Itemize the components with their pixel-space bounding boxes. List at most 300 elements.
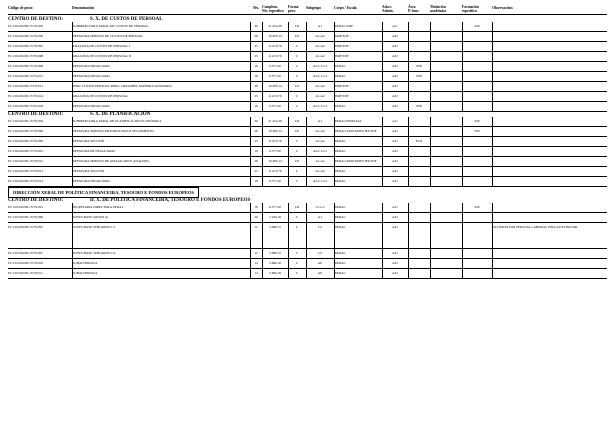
table-row xyxy=(8,126,607,136)
centro-destino-label: CENTRO DE DESTINO: xyxy=(8,111,64,117)
table-row xyxy=(8,71,607,81)
cell-forma: C xyxy=(288,258,306,268)
cell-codigo: PC.C05.00.000.15770.697 xyxy=(8,222,72,248)
cell-area xyxy=(408,222,430,248)
cell-forma: C xyxy=(288,268,306,278)
cell-codigo: PC.C05.00.000.15770.697 xyxy=(8,248,72,258)
header-complemento-line2: Niv. específico xyxy=(262,8,284,13)
cell-subgrupo: A1-A2 xyxy=(306,51,334,61)
header-titulacion-line1: Titulación xyxy=(430,5,446,9)
cell-observacions xyxy=(492,71,607,81)
cell-titulacion xyxy=(430,248,462,258)
cell-observacions xyxy=(492,146,607,156)
table-row xyxy=(8,117,607,127)
cell-titulacion xyxy=(430,136,462,146)
cell-forma: CE xyxy=(288,31,306,41)
cell-forma: C xyxy=(288,71,306,81)
cell-area xyxy=(408,91,430,101)
cell-titulacion xyxy=(430,176,462,186)
header-formacion-line1: Formación xyxy=(462,5,479,9)
cell-compl: 11.013,76 xyxy=(262,166,288,176)
cell-formacion xyxy=(462,41,492,51)
cell-area: PJB xyxy=(408,101,430,111)
header-forma-line2: prov. xyxy=(288,8,296,13)
cell-denominacion: XEFATURA DE NEGOCIADO xyxy=(72,146,250,156)
cell-formacion: 040 xyxy=(462,117,492,127)
cell-area xyxy=(408,31,430,41)
cell-niv: 14 xyxy=(250,258,262,268)
header-complemento-line1: Complem. xyxy=(262,5,278,9)
cell-formacion xyxy=(462,212,492,222)
cell-area xyxy=(408,212,430,222)
header-adscricion-line1: Adscr. xyxy=(382,5,392,9)
cell-corpo: XERAL xyxy=(334,203,382,213)
cell-observacions xyxy=(492,248,607,258)
header-subgrupo: Subgrupo xyxy=(306,6,322,10)
cell-adscr: A32 xyxy=(382,176,408,186)
cell-corpo: XERAL xyxy=(334,136,382,146)
cell-adscr: A32 xyxy=(382,222,408,248)
header-formacion-line2: específica xyxy=(462,8,477,13)
cell-observacions xyxy=(492,91,607,101)
cell-denominacion: XEFATURA NEGOCIADO xyxy=(72,71,250,81)
table-row xyxy=(8,156,607,166)
cell-titulacion xyxy=(430,71,462,81)
cell-observacions xyxy=(492,81,607,91)
cell-area xyxy=(408,166,430,176)
cell-niv: 28 xyxy=(250,156,262,166)
header-forma xyxy=(288,6,306,14)
centro-destino-name: S. X. DE CUSTOS DE PERSOAL xyxy=(90,16,163,22)
cell-codigo: PC.C04.00.000.15770.600 xyxy=(8,136,72,146)
cell-corpo: XERAL xyxy=(334,222,382,248)
cell-compl: 6.577,20 xyxy=(262,61,288,71)
cell-observacions xyxy=(492,156,607,166)
cell-niv: 18 xyxy=(250,146,262,156)
cell-subgrupo: A2-C1-C2 xyxy=(306,176,334,186)
cell-niv: 25 xyxy=(250,166,262,176)
cell-subgrupo: C2 xyxy=(306,248,334,258)
centro-destino-label: CENTRO DE DESTINO: xyxy=(8,197,64,203)
cell-formacion xyxy=(462,258,492,268)
table-row xyxy=(8,81,607,91)
table-row xyxy=(8,222,607,248)
cell-codigo: PC.C04.00.000.15770.601 xyxy=(8,146,72,156)
cell-observacions xyxy=(492,212,607,222)
cell-denominacion: XEFATURA SECCIÓN xyxy=(72,136,250,146)
cell-area xyxy=(408,81,430,91)
cell-adscr: A11 xyxy=(382,22,408,32)
cell-subgrupo: A2-C1-C2 xyxy=(306,146,334,156)
cell-observacions xyxy=(492,268,607,278)
cell-denominacion: SUBDIRECTORA XERAL DE CUSTOS DE PERSOAL xyxy=(72,22,250,32)
table-row xyxy=(8,31,607,41)
cell-compl: 6.577,20 xyxy=(262,176,288,186)
centro-destino-label: CENTRO DE DESTINO: xyxy=(8,16,64,22)
table-row xyxy=(8,166,607,176)
header-denominacion: Denominación xyxy=(72,6,95,10)
cell-codigo: PC.C05.00.000.15770.610 xyxy=(8,258,72,268)
cell-forma: C xyxy=(288,91,306,101)
cell-adscr: A32 xyxy=(382,51,408,61)
cell-niv: 20 xyxy=(250,212,262,222)
centro-destino-name: S. X. DE PLANIFICACIÓN xyxy=(90,111,151,117)
cell-titulacion xyxy=(430,268,462,278)
cell-subgrupo: A1-A2 xyxy=(306,41,334,51)
cell-adscr: A32 xyxy=(382,166,408,176)
cell-compl: 6.577,20 xyxy=(262,71,288,81)
cell-codigo: PC.C04.00.000.15770.612 xyxy=(8,71,72,81)
cell-subgrupo: A1-A2 xyxy=(306,156,334,166)
header-adscricion xyxy=(382,6,408,14)
cell-area xyxy=(408,117,430,127)
cell-denominacion: ANALISTA DE CUSTOS DE PERSOAL II xyxy=(72,51,250,61)
cell-niv: 18 xyxy=(250,71,262,81)
cell-observacions xyxy=(492,203,607,213)
cell-denominacion: ANALISTA DE CUSTOS DE PERSOAL xyxy=(72,91,250,101)
cell-forma: C xyxy=(288,61,306,71)
header-area-line1: Área xyxy=(408,5,416,9)
cell-codigo: PC.C04.00.000.15770.609 xyxy=(8,61,72,71)
cell-adscr: A32 xyxy=(382,41,408,51)
cell-formacion xyxy=(462,146,492,156)
cell-adscr: A32 xyxy=(382,248,408,258)
cell-forma: C xyxy=(288,166,306,176)
cell-compl: 11.013,76 xyxy=(262,51,288,61)
cell-forma: CE xyxy=(288,126,306,136)
table-row xyxy=(8,51,607,61)
cell-denominacion: POSTO BASE SUBGRUPO C2 xyxy=(72,248,250,258)
cell-denominacion: SUBDIRECTORA XERAL DE PLANIFICACIÓN ECONÓMICA xyxy=(72,117,250,127)
cell-niv: 12 xyxy=(250,222,262,248)
cell-denominacion: SUBALTERNO/A xyxy=(72,258,250,268)
cell-corpo: XERAL/XMS/XMFX HX/XSF xyxy=(334,156,382,166)
cell-codigo: PC.C04.00.000.15770.003 xyxy=(8,22,72,32)
cell-forma: C xyxy=(288,146,306,156)
cell-adscr: A32 xyxy=(382,101,408,111)
cell-niv: 18 xyxy=(250,203,262,213)
header-complemento xyxy=(262,6,288,14)
cell-observacions xyxy=(492,258,607,268)
cell-adscr: A32 xyxy=(382,156,408,166)
cell-denominacion: XEFATURA NEGOCIADO xyxy=(72,101,250,111)
cell-denominacion: SUBALTERNO/A xyxy=(72,268,250,278)
cell-formacion xyxy=(462,51,492,61)
cell-corpo: XERAL xyxy=(334,61,382,71)
cell-observacions xyxy=(492,51,607,61)
cell-formacion xyxy=(462,31,492,41)
cell-titulacion xyxy=(430,22,462,32)
cell-compl: 21.452,28 xyxy=(262,117,288,127)
table-header-row xyxy=(8,6,607,14)
cell-titulacion xyxy=(430,81,462,91)
cell-codigo: PC.C04.00.000.15770.613 xyxy=(8,166,72,176)
cell-titulacion xyxy=(430,166,462,176)
cell-compl: 16.383,14 xyxy=(262,156,288,166)
cell-niv: 18 xyxy=(250,101,262,111)
cell-codigo: PC.C04.00.000.15770.004 xyxy=(8,117,72,127)
cell-niv: 28 xyxy=(250,81,262,91)
cell-observacions xyxy=(492,22,607,32)
cell-denominacion: POSTO BASE SUBGRUPO C1 xyxy=(72,222,250,248)
cell-niv: 18 xyxy=(250,61,262,71)
cell-formacion xyxy=(462,222,492,248)
cell-codigo: PC.C05.00.000.15770.001 xyxy=(8,203,72,213)
header-formacion xyxy=(462,6,492,14)
cell-compl: 6.577,20 xyxy=(262,203,288,213)
cell-compl: 11.013,76 xyxy=(262,136,288,146)
cell-niv: 28 xyxy=(250,31,262,41)
cell-titulacion xyxy=(430,51,462,61)
cell-observacions xyxy=(492,41,607,51)
cell-corpo: XERAL xyxy=(334,212,382,222)
cell-area: PJB xyxy=(408,71,430,81)
table-row xyxy=(8,203,607,213)
cell-titulacion xyxy=(430,258,462,268)
cell-adscr: A32 xyxy=(382,81,408,91)
section-boxed-title-row xyxy=(8,186,607,198)
cell-area xyxy=(408,258,430,268)
cell-formacion xyxy=(462,268,492,278)
cell-area xyxy=(408,156,430,166)
cell-subgrupo: A1-A2 xyxy=(306,166,334,176)
cell-codigo: PC.C04.00.000.15770.614 xyxy=(8,176,72,186)
cell-observacions: OCUPADO POR PERSOAL LABORAL FIXO A EXTINGUIR. xyxy=(492,222,607,248)
cell-formacion: 040 xyxy=(462,22,492,32)
cell-denominacion: XEFATURA SERVIZO METODOLOXÍA E SEGUIMENTO xyxy=(72,126,250,136)
header-corpo-escala: Corpo / Escala xyxy=(334,6,357,10)
cell-forma: C xyxy=(288,248,306,258)
table-row xyxy=(8,61,607,71)
cell-forma: C xyxy=(288,51,306,61)
cell-titulacion xyxy=(430,212,462,222)
cell-observacions xyxy=(492,126,607,136)
cell-forma: LD xyxy=(288,22,306,32)
cell-observacions xyxy=(492,117,607,127)
cell-formacion xyxy=(462,248,492,258)
positions-table xyxy=(8,6,607,279)
cell-corpo: XMF/XSF xyxy=(334,51,382,61)
cell-observacions xyxy=(492,61,607,71)
cell-denominacion: XEFATURA NEGOCIADO xyxy=(72,176,250,186)
centro-destino-name: D. X. DE POLÍTICA FINANCEIRA, TESOURO E FONDOS EUROPEOS xyxy=(90,197,251,203)
header-area-line2: P. func. xyxy=(408,8,420,13)
cell-corpo: XERAL xyxy=(334,146,382,156)
cell-forma: CE xyxy=(288,156,306,166)
table-row xyxy=(8,136,607,146)
cell-subgrupo: A1-A2 xyxy=(306,126,334,136)
cell-formacion xyxy=(462,81,492,91)
cell-compl: 7.240,18 xyxy=(262,212,288,222)
cell-area xyxy=(408,41,430,51)
cell-forma: LD xyxy=(288,203,306,213)
cell-corpo: XERAL xyxy=(334,268,382,278)
cell-area xyxy=(408,268,430,278)
table-row xyxy=(8,146,607,156)
cell-subgrupo: A2-C1-C2 xyxy=(306,61,334,71)
header-titulacion-line2: académica xyxy=(430,8,447,13)
cell-forma: C xyxy=(288,212,306,222)
cell-formacion xyxy=(462,156,492,166)
cell-subgrupo: A1-A2 xyxy=(306,136,334,146)
cell-titulacion xyxy=(430,31,462,41)
cell-compl: 5.696,18 xyxy=(262,268,288,278)
cell-formacion: 506 xyxy=(462,126,492,136)
cell-denominacion: SERV. CUSTOS PERSOAL PROG. ORZAMEN. MATERIA SANITARIA xyxy=(72,81,250,91)
cell-adscr: A32 xyxy=(382,136,408,146)
cell-codigo: PC.C04.00.000.15770.697 xyxy=(8,41,72,51)
cell-codigo: PC.C04.00.000.15770.618 xyxy=(8,101,72,111)
cell-forma: C xyxy=(288,222,306,248)
table-row xyxy=(8,91,607,101)
cell-corpo: XERAL xyxy=(334,258,382,268)
cell-denominacion: ANALISTA DE CUSTOS DE PERSOAL I xyxy=(72,41,250,51)
cell-adscr: A32 xyxy=(382,71,408,81)
cell-observacions xyxy=(492,136,607,146)
table-row xyxy=(8,22,607,32)
cell-subgrupo: A1 xyxy=(306,212,334,222)
cell-formacion xyxy=(462,136,492,146)
cell-compl: 5.696,18 xyxy=(262,258,288,268)
rpt-sheet xyxy=(8,6,607,279)
cell-observacions xyxy=(492,166,607,176)
cell-denominacion: XEFATURA SECCIÓN xyxy=(72,166,250,176)
cell-codigo: PC.C04.00.000.15770.698 xyxy=(8,51,72,61)
cell-adscr: A32 xyxy=(382,91,408,101)
header-codigo: Código de posto xyxy=(8,6,33,10)
cell-compl: 5.989,72 xyxy=(262,248,288,258)
cell-niv: 30 xyxy=(250,117,262,127)
cell-corpo: XERAL/XOF xyxy=(334,22,382,32)
cell-denominacion: XEFATURA SERVIZO DE AVALIACIÓN E ANÁLISES xyxy=(72,156,250,166)
cell-formacion xyxy=(462,101,492,111)
cell-titulacion xyxy=(430,156,462,166)
table-row xyxy=(8,212,607,222)
cell-area xyxy=(408,248,430,258)
cell-compl: 6.577,20 xyxy=(262,146,288,156)
cell-adscr: A11 xyxy=(382,203,408,213)
cell-subgrupo: A1 xyxy=(306,22,334,32)
cell-denominacion: XEFATURA SERVIZO DE CUSTOS DE PERSOAL xyxy=(72,31,250,41)
cell-titulacion xyxy=(430,146,462,156)
cell-area: PJB xyxy=(408,61,430,71)
cell-titulacion xyxy=(430,203,462,213)
cell-codigo: PC.C05.00.000.15770.611 xyxy=(8,268,72,278)
cell-compl: 11.013,76 xyxy=(262,91,288,101)
cell-denominacion: SECRETARIA DIRECTORA XERAL xyxy=(72,203,250,213)
cell-adscr: A11 xyxy=(382,117,408,127)
cell-subgrupo: A2-C1-C2 xyxy=(306,71,334,81)
cell-compl: 16.383,14 xyxy=(262,31,288,41)
cell-observacions xyxy=(492,101,607,111)
cell-formacion: 040 xyxy=(462,203,492,213)
cell-forma: C xyxy=(288,101,306,111)
cell-subgrupo: A1-A2 xyxy=(306,31,334,41)
header-titulacion xyxy=(430,6,462,14)
cell-niv: 30 xyxy=(250,22,262,32)
cell-adscr: A32 xyxy=(382,258,408,268)
cell-forma: C xyxy=(288,41,306,51)
cell-corpo: XERAL xyxy=(334,71,382,81)
cell-corpo: XMF/XSF xyxy=(334,31,382,41)
cell-corpo: XERAL xyxy=(334,176,382,186)
header-area xyxy=(408,6,430,14)
cell-adscr: A32 xyxy=(382,146,408,156)
cell-adscr: A32 xyxy=(382,268,408,278)
cell-area xyxy=(408,126,430,136)
cell-titulacion xyxy=(430,222,462,248)
cell-forma: C xyxy=(288,176,306,186)
table-body xyxy=(8,17,607,279)
cell-corpo: XMF/XSF xyxy=(334,91,382,101)
cell-adscr: A32 xyxy=(382,61,408,71)
cell-niv: 25 xyxy=(250,41,262,51)
cell-corpo: XERAL/ESPECIAL xyxy=(334,117,382,127)
cell-formacion xyxy=(462,91,492,101)
cell-codigo: PC.C04.00.000.15770.613 xyxy=(8,81,72,91)
cell-niv: 28 xyxy=(250,126,262,136)
cell-formacion xyxy=(462,61,492,71)
cell-niv: 18 xyxy=(250,176,262,186)
cell-titulacion xyxy=(430,41,462,51)
cell-titulacion xyxy=(430,61,462,71)
cell-corpo: XERAL xyxy=(334,248,382,258)
table-row xyxy=(8,258,607,268)
cell-corpo: XERAL xyxy=(334,166,382,176)
cell-subgrupo: C1-C2 xyxy=(306,203,334,213)
cell-subgrupo: AP xyxy=(306,268,334,278)
cell-adscr: A32 xyxy=(382,31,408,41)
cell-niv: 25 xyxy=(250,91,262,101)
cell-compl: 11.013,76 xyxy=(262,41,288,51)
cell-compl: 5.989,72 xyxy=(262,222,288,248)
direccion-xeral-box: DIRECCIÓN XERAL DE POLÍTICA FINANCEIRA, TESOURO E FONDOS EUROPEOS xyxy=(8,187,199,198)
cell-denominacion: XEFATURA NEGOCIADO xyxy=(72,61,250,71)
cell-compl: 21.452,28 xyxy=(262,22,288,32)
cell-titulacion xyxy=(430,117,462,127)
table-row xyxy=(8,248,607,258)
cell-corpo: XMF/XSF xyxy=(334,41,382,51)
cell-adscr: A32 xyxy=(382,212,408,222)
cell-titulacion xyxy=(430,101,462,111)
cell-area xyxy=(408,203,430,213)
header-niv: Niv. xyxy=(252,6,260,10)
cell-formacion xyxy=(462,71,492,81)
cell-forma: CE xyxy=(288,81,306,91)
cell-titulacion xyxy=(430,91,462,101)
cell-codigo: PC.C04.00.000.15770.030 xyxy=(8,31,72,41)
cell-subgrupo: C2 xyxy=(306,222,334,248)
cell-area xyxy=(408,22,430,32)
cell-area: ECO xyxy=(408,136,430,146)
cell-forma: C xyxy=(288,136,306,146)
header-adscricion-line2: Admin. xyxy=(382,8,394,13)
table-row xyxy=(8,176,607,186)
cell-subgrupo: A1-A2 xyxy=(306,91,334,101)
header-forma-line1: Forma xyxy=(288,5,299,9)
cell-codigo: PC.C05.00.000.15770.696 xyxy=(8,212,72,222)
cell-codigo: PC.C04.00.000.15770.614 xyxy=(8,91,72,101)
cell-codigo: PC.C04.00.000.15770.612 xyxy=(8,156,72,166)
cell-observacions xyxy=(492,176,607,186)
cell-compl: 6.577,20 xyxy=(262,101,288,111)
table-row xyxy=(8,268,607,278)
cell-denominacion: POSTO BASE GRUPO A1 xyxy=(72,212,250,222)
table-row xyxy=(8,41,607,51)
cell-subgrupo: A1 xyxy=(306,117,334,127)
cell-forma: LD xyxy=(288,117,306,127)
cell-niv: 12 xyxy=(250,248,262,258)
